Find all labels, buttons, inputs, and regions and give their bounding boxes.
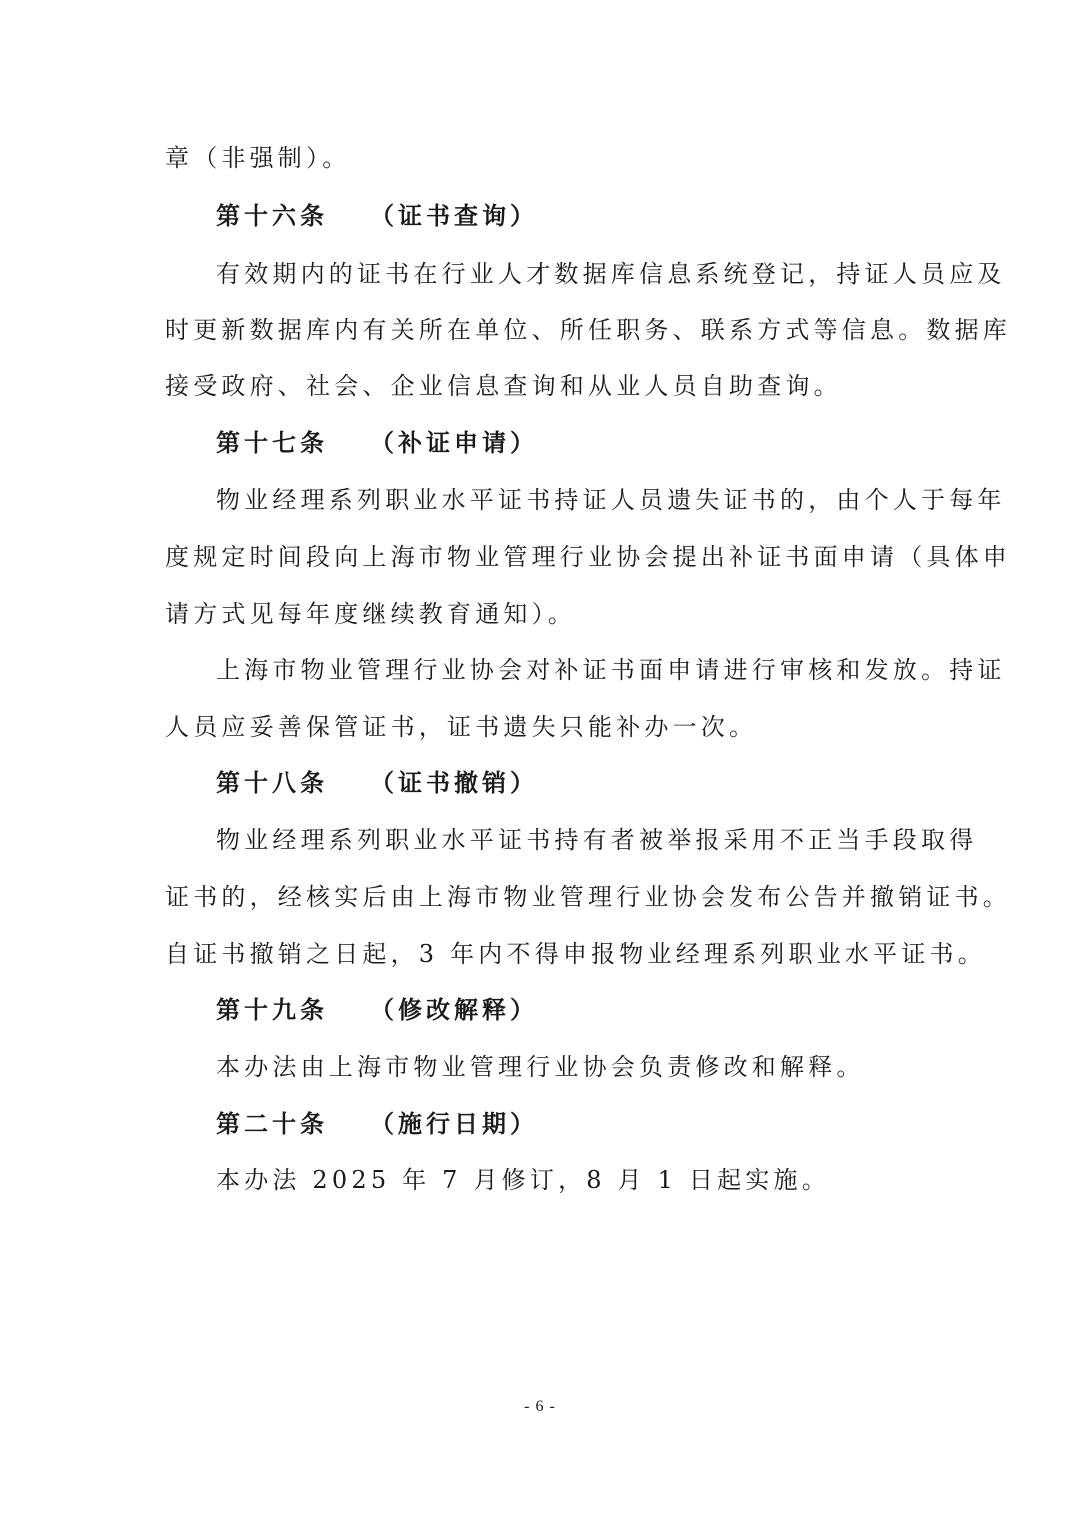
article-17-heading bbox=[216, 427, 538, 459]
paragraph-line: 证书的，经核实后由上海市物业管理行业协会发布公告并撤销证书。 bbox=[165, 883, 1011, 911]
paragraph-line: 时更新数据库内有关所在单位、所任职务、联系方式等信息。数据库 bbox=[165, 316, 1011, 344]
article-19-heading bbox=[216, 994, 538, 1026]
page-number: - 6 - bbox=[524, 1398, 556, 1415]
paragraph-line: 接受政府、社会、企业信息查询和从业人员自助查询。 bbox=[165, 372, 842, 400]
article-number: 第十八条 bbox=[216, 768, 328, 797]
paragraph-line: 自证书撤销之日起，3 年内不得申报物业经理系列职业水平证书。 bbox=[165, 940, 986, 968]
paragraph-line: 上海市物业管理行业协会对补证书面申请进行审核和发放。持证 bbox=[216, 656, 1006, 684]
article-20-heading bbox=[216, 1108, 538, 1140]
paragraph-line: 本办法 2025 年 7 月修订，8 月 1 日起实施。 bbox=[216, 1166, 830, 1194]
article-18-heading bbox=[216, 767, 538, 799]
paragraph-line: 物业经理系列职业水平证书持有者被举报采用不正当手段取得 bbox=[216, 826, 978, 854]
article-title: （施行日期） bbox=[370, 1109, 538, 1138]
article-16-heading bbox=[216, 200, 538, 232]
article-title: （补证申请） bbox=[370, 428, 538, 457]
article-title: （证书撤销） bbox=[370, 768, 538, 797]
article-number: 第十九条 bbox=[216, 995, 328, 1024]
article-number: 第二十条 bbox=[216, 1109, 328, 1138]
paragraph-line: 章（非强制）。 bbox=[165, 144, 351, 172]
paragraph-line: 本办法由上海市物业管理行业协会负责修改和解释。 bbox=[216, 1053, 865, 1081]
paragraph-line: 人员应妥善保管证书，证书遗失只能补办一次。 bbox=[165, 713, 758, 741]
paragraph-line: 请方式见每年度继续教育通知）。 bbox=[165, 600, 576, 628]
paragraph-line: 有效期内的证书在行业人才数据库信息系统登记，持证人员应及 bbox=[216, 260, 1006, 288]
article-title: （修改解释） bbox=[370, 995, 538, 1024]
article-number: 第十七条 bbox=[216, 428, 328, 457]
paragraph-line: 物业经理系列职业水平证书持证人员遗失证书的，由个人于每年 bbox=[216, 486, 1006, 514]
article-title: （证书查询） bbox=[370, 201, 538, 230]
article-number: 第十六条 bbox=[216, 201, 328, 230]
paragraph-line: 度规定时间段向上海市物业管理行业协会提出补证书面申请（具体申 bbox=[165, 543, 1011, 571]
